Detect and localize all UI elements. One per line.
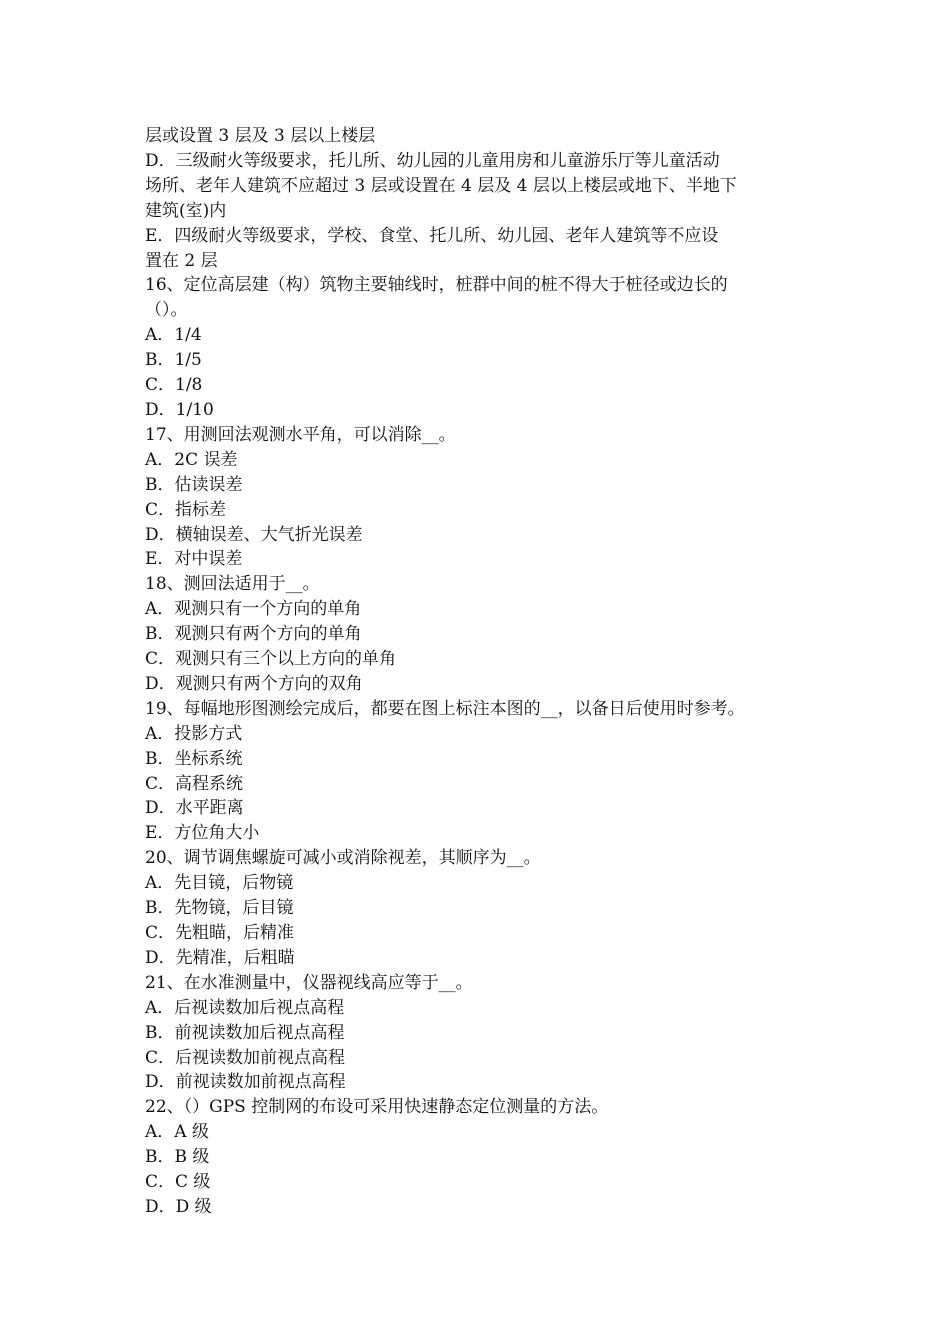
question-18-option-a: A．观测只有一个方向的单角 [145, 599, 362, 620]
question-17-option-e: E．对中误差 [145, 549, 243, 570]
question-17-option-c: C．指标差 [145, 499, 227, 520]
question-19-option-e: E．方位角大小 [145, 823, 260, 844]
question-20-option-c: C．先粗瞄，后精准 [145, 923, 295, 943]
question-18-option-d: D．观测只有两个方向的双角 [145, 673, 363, 694]
question-17: 17、用测回法观测水平角，可以消除__。 [145, 424, 456, 445]
question-17-option-a: A．2C 误差 [145, 449, 238, 470]
question-17-option-b: B．估读误差 [145, 474, 243, 495]
question-16-option-b: B．1/5 [145, 350, 202, 371]
question-19-option-d: D．水平距离 [145, 798, 244, 819]
question-22: 22、（）GPS 控制网的布设可采用快速静态定位测量的方法。 [145, 1097, 609, 1118]
option-d-line: D．三级耐火等级要求，托儿所、幼儿园的儿童用房和儿童游乐厅等儿童活动 [145, 150, 720, 171]
text-line: 置在 2 层 [145, 250, 218, 271]
question-19: 19、每幅地形图测绘完成后，都要在图上标注本图的__，以备日后使用时参考。 [145, 698, 745, 719]
text-line: 建筑(室)内 [145, 200, 227, 221]
text-line: 层或设置 3 层及 3 层以上楼层 [145, 126, 376, 146]
question-22-option-b: B．B 级 [145, 1147, 210, 1168]
question-21-option-c: C．后视读数加前视点高程 [145, 1047, 346, 1068]
question-20-option-a: A．先目镜，后物镜 [145, 873, 294, 894]
question-19-option-c: C．高程系统 [145, 773, 244, 794]
text-line: 场所、老年人建筑不应超过 3 层或设置在 4 层及 4 层以上楼层或地下、半地下 [145, 175, 737, 196]
question-22-option-a: A．A 级 [145, 1122, 209, 1143]
question-18-option-c: C．观测只有三个以上方向的单角 [145, 649, 397, 670]
question-16-option-a: A．1/4 [145, 325, 202, 346]
question-16-option-c: C．1/8 [145, 375, 203, 396]
question-21: 21、在水准测量中，仪器视线高应等于__。 [145, 972, 473, 993]
question-19-option-b: B．坐标系统 [145, 748, 243, 769]
question-20: 20、调节调焦螺旋可减小或消除视差，其顺序为__。 [145, 848, 541, 869]
question-16-cont: （）。 [145, 300, 188, 321]
question-17-option-d: D．横轴误差、大气折光误差 [145, 524, 363, 545]
question-22-option-d: D．D 级 [145, 1196, 212, 1217]
option-e-line: E．四级耐火等级要求，学校、食堂、托儿所、幼儿园、老年人建筑等不应设 [145, 225, 719, 246]
document-page [145, 124, 813, 1220]
question-20-option-d: D．先精准，后粗瞄 [145, 947, 295, 968]
question-22-option-c: C．C 级 [145, 1172, 211, 1193]
question-18: 18、测回法适用于__。 [145, 574, 320, 595]
question-18-option-b: B．观测只有两个方向的单角 [145, 624, 362, 645]
question-21-option-d: D．前视读数加前视点高程 [145, 1072, 346, 1093]
question-21-option-b: B．前视读数加后视点高程 [145, 1022, 345, 1043]
question-20-option-b: B．先物镜，后目镜 [145, 898, 294, 919]
question-16-option-d: D．1/10 [145, 399, 214, 420]
question-21-option-a: A．后视读数加后视点高程 [145, 997, 345, 1018]
question-16: 16、定位高层建（构）筑物主要轴线时，桩群中间的桩不得大于桩径或边长的 [145, 275, 728, 296]
question-19-option-a: A．投影方式 [145, 723, 243, 744]
